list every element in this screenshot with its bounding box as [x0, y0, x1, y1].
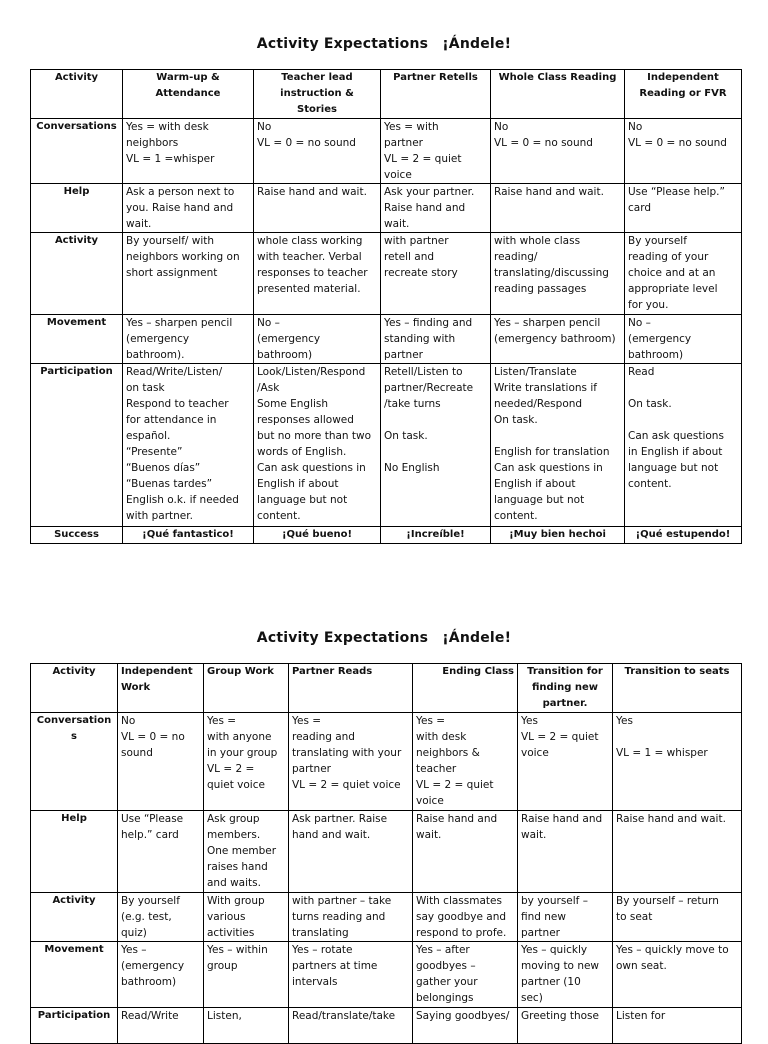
- table-cell: No VL = 0 = no sound: [118, 713, 204, 811]
- row-label: Movement: [31, 942, 118, 1008]
- column-header: Partner Reads: [289, 664, 413, 713]
- table-cell: ¡Qué estupendo!: [625, 527, 742, 544]
- table-cell: Yes = with desk neighbors VL = 1 =whisper: [123, 119, 254, 184]
- table-cell: Raise hand and wait.: [413, 811, 518, 893]
- table-cell: Greeting those: [518, 1008, 613, 1044]
- table-cell: ¡Increíble!: [381, 527, 491, 544]
- table-cell: whole class working with teacher. Verbal responses to teacher presented material.: [254, 233, 381, 315]
- table-row-success: [31, 527, 742, 544]
- table-cell: Yes – within group: [204, 942, 289, 1008]
- expectations-table-1: [30, 69, 742, 544]
- table-cell: Yes – rotate partners at time intervals: [289, 942, 413, 1008]
- document-title-1: [0, 36, 768, 52]
- table-cell: No – (emergency bathroom): [625, 315, 742, 364]
- expectations-table-2: [30, 663, 742, 1044]
- table-cell: No – (emergency bathroom): [254, 315, 381, 364]
- table-cell: Saying goodbyes/: [413, 1008, 518, 1044]
- table-cell: ¡Qué fantastico!: [123, 527, 254, 544]
- table-cell: Yes – quickly move to own seat.: [613, 942, 742, 1008]
- document-title-2: [0, 630, 768, 646]
- table-cell: No VL = 0 = no sound: [491, 119, 625, 184]
- table-cell: Raise hand and wait.: [518, 811, 613, 893]
- table-row: [31, 942, 742, 1008]
- table-cell: No VL = 0 = no sound: [254, 119, 381, 184]
- table-cell: Ask partner. Raise hand and wait.: [289, 811, 413, 893]
- table-row: [31, 364, 742, 527]
- table-cell: Yes = reading and translating with your partner VL = 2 = quiet voice: [289, 713, 413, 811]
- table-cell: Raise hand and wait.: [491, 184, 625, 233]
- table-cell: Yes – (emergency bathroom): [118, 942, 204, 1008]
- table-cell: by yourself – find new partner: [518, 893, 613, 942]
- column-header: Independent Work: [118, 664, 204, 713]
- column-header: Whole Class Reading: [491, 70, 625, 119]
- table-cell: Yes = with desk neighbors & teacher VL = 2 = quiet voice: [413, 713, 518, 811]
- title-text: Activity Expectations: [256, 630, 429, 646]
- table-row: [31, 1008, 742, 1044]
- table-cell: Yes – finding and standing with partner: [381, 315, 491, 364]
- title-text: Activity Expectations: [256, 36, 429, 52]
- table-cell: Retell/Listen to partner/Recreate /take turns On task. No English: [381, 364, 491, 527]
- row-label: Participation: [31, 1008, 118, 1044]
- column-header: Partner Retells: [381, 70, 491, 119]
- row-label: Movement: [31, 315, 123, 364]
- table-cell: Ask a person next to you. Raise hand and wait.: [123, 184, 254, 233]
- title-exclaim: ¡Ándele!: [442, 630, 512, 646]
- row-label: Activity: [31, 233, 123, 315]
- table-cell: With group various activities: [204, 893, 289, 942]
- table-cell: Yes = with partner VL = 2 = quiet voice: [381, 119, 491, 184]
- table-row: [31, 893, 742, 942]
- row-label: Conversations: [31, 119, 123, 184]
- table-row: [31, 119, 742, 184]
- column-header: Group Work: [204, 664, 289, 713]
- table-cell: ¡Muy bien hechoi: [491, 527, 625, 544]
- table-cell: Read/Write: [118, 1008, 204, 1044]
- row-label: Help: [31, 811, 118, 893]
- table-cell: Yes – sharpen pencil (emergency bathroom).: [123, 315, 254, 364]
- table-cell: with partner retell and recreate story: [381, 233, 491, 315]
- table-cell: Raise hand and wait.: [254, 184, 381, 233]
- table-row: [31, 184, 742, 233]
- table-cell: Ask your partner. Raise hand and wait.: [381, 184, 491, 233]
- table-cell: Yes VL = 1 = whisper: [613, 713, 742, 811]
- table-cell: with partner – take turns reading and translating: [289, 893, 413, 942]
- row-label: Activity: [31, 893, 118, 942]
- column-header: Independent Reading or FVR: [625, 70, 742, 119]
- column-header: Activity: [31, 664, 118, 713]
- table-cell: Yes – after goodbyes – gather your belongings: [413, 942, 518, 1008]
- header-row: [31, 664, 742, 713]
- table-cell: ¡Qué bueno!: [254, 527, 381, 544]
- header-row: [31, 70, 742, 119]
- table-cell: Yes = with anyone in your group VL = 2 = quiet voice: [204, 713, 289, 811]
- table-cell: Read/Write/Listen/ on task Respond to teacher for attendance in español. “Presente” “Buenos días” “Buenas tardes” English o.k. if needed with partner.: [123, 364, 254, 527]
- column-header: Ending Class: [413, 664, 518, 713]
- table-cell: By yourself – return to seat: [613, 893, 742, 942]
- table-row: [31, 713, 742, 811]
- table-cell: Look/Listen/Respond /Ask Some English responses allowed but no more than two words of English. Can ask questions in English if about language but not content.: [254, 364, 381, 527]
- table-cell: Read/translate/take: [289, 1008, 413, 1044]
- table-cell: Yes – sharpen pencil (emergency bathroom): [491, 315, 625, 364]
- table-cell: Use “Please help.” card: [625, 184, 742, 233]
- table-row: [31, 315, 742, 364]
- row-label: Help: [31, 184, 123, 233]
- title-exclaim: ¡Ándele!: [442, 36, 512, 52]
- row-label: Conversations: [31, 713, 118, 811]
- table-cell: By yourself/ with neighbors working on short assignment: [123, 233, 254, 315]
- row-label: Success: [31, 527, 123, 544]
- table-cell: with whole class reading/ translating/discussing reading passages: [491, 233, 625, 315]
- column-header: Activity: [31, 70, 123, 119]
- table-row: [31, 811, 742, 893]
- table-cell: With classmates say goodbye and respond to profe.: [413, 893, 518, 942]
- column-header: Transition to seats: [613, 664, 742, 713]
- table-cell: Yes – quickly moving to new partner (10 sec): [518, 942, 613, 1008]
- column-header: Teacher lead instruction & Stories: [254, 70, 381, 119]
- table-cell: By yourself reading of your choice and at an appropriate level for you.: [625, 233, 742, 315]
- table-cell: Listen for: [613, 1008, 742, 1044]
- table-cell: Raise hand and wait.: [613, 811, 742, 893]
- column-header: Transition for finding new partner.: [518, 664, 613, 713]
- row-label: Participation: [31, 364, 123, 527]
- table-cell: Listen/Translate Write translations if needed/Respond On task. English for translation Can ask questions in English if about language but not content.: [491, 364, 625, 527]
- table-row: [31, 233, 742, 315]
- table-cell: Yes VL = 2 = quiet voice: [518, 713, 613, 811]
- table-cell: Use “Please help.” card: [118, 811, 204, 893]
- column-header: Warm-up & Attendance: [123, 70, 254, 119]
- table-cell: By yourself (e.g. test, quiz): [118, 893, 204, 942]
- table-cell: Listen,: [204, 1008, 289, 1044]
- table-cell: No VL = 0 = no sound: [625, 119, 742, 184]
- table-cell: Read On task. Can ask questions in English if about language but not content.: [625, 364, 742, 527]
- table-cell: Ask group members. One member raises hand and waits.: [204, 811, 289, 893]
